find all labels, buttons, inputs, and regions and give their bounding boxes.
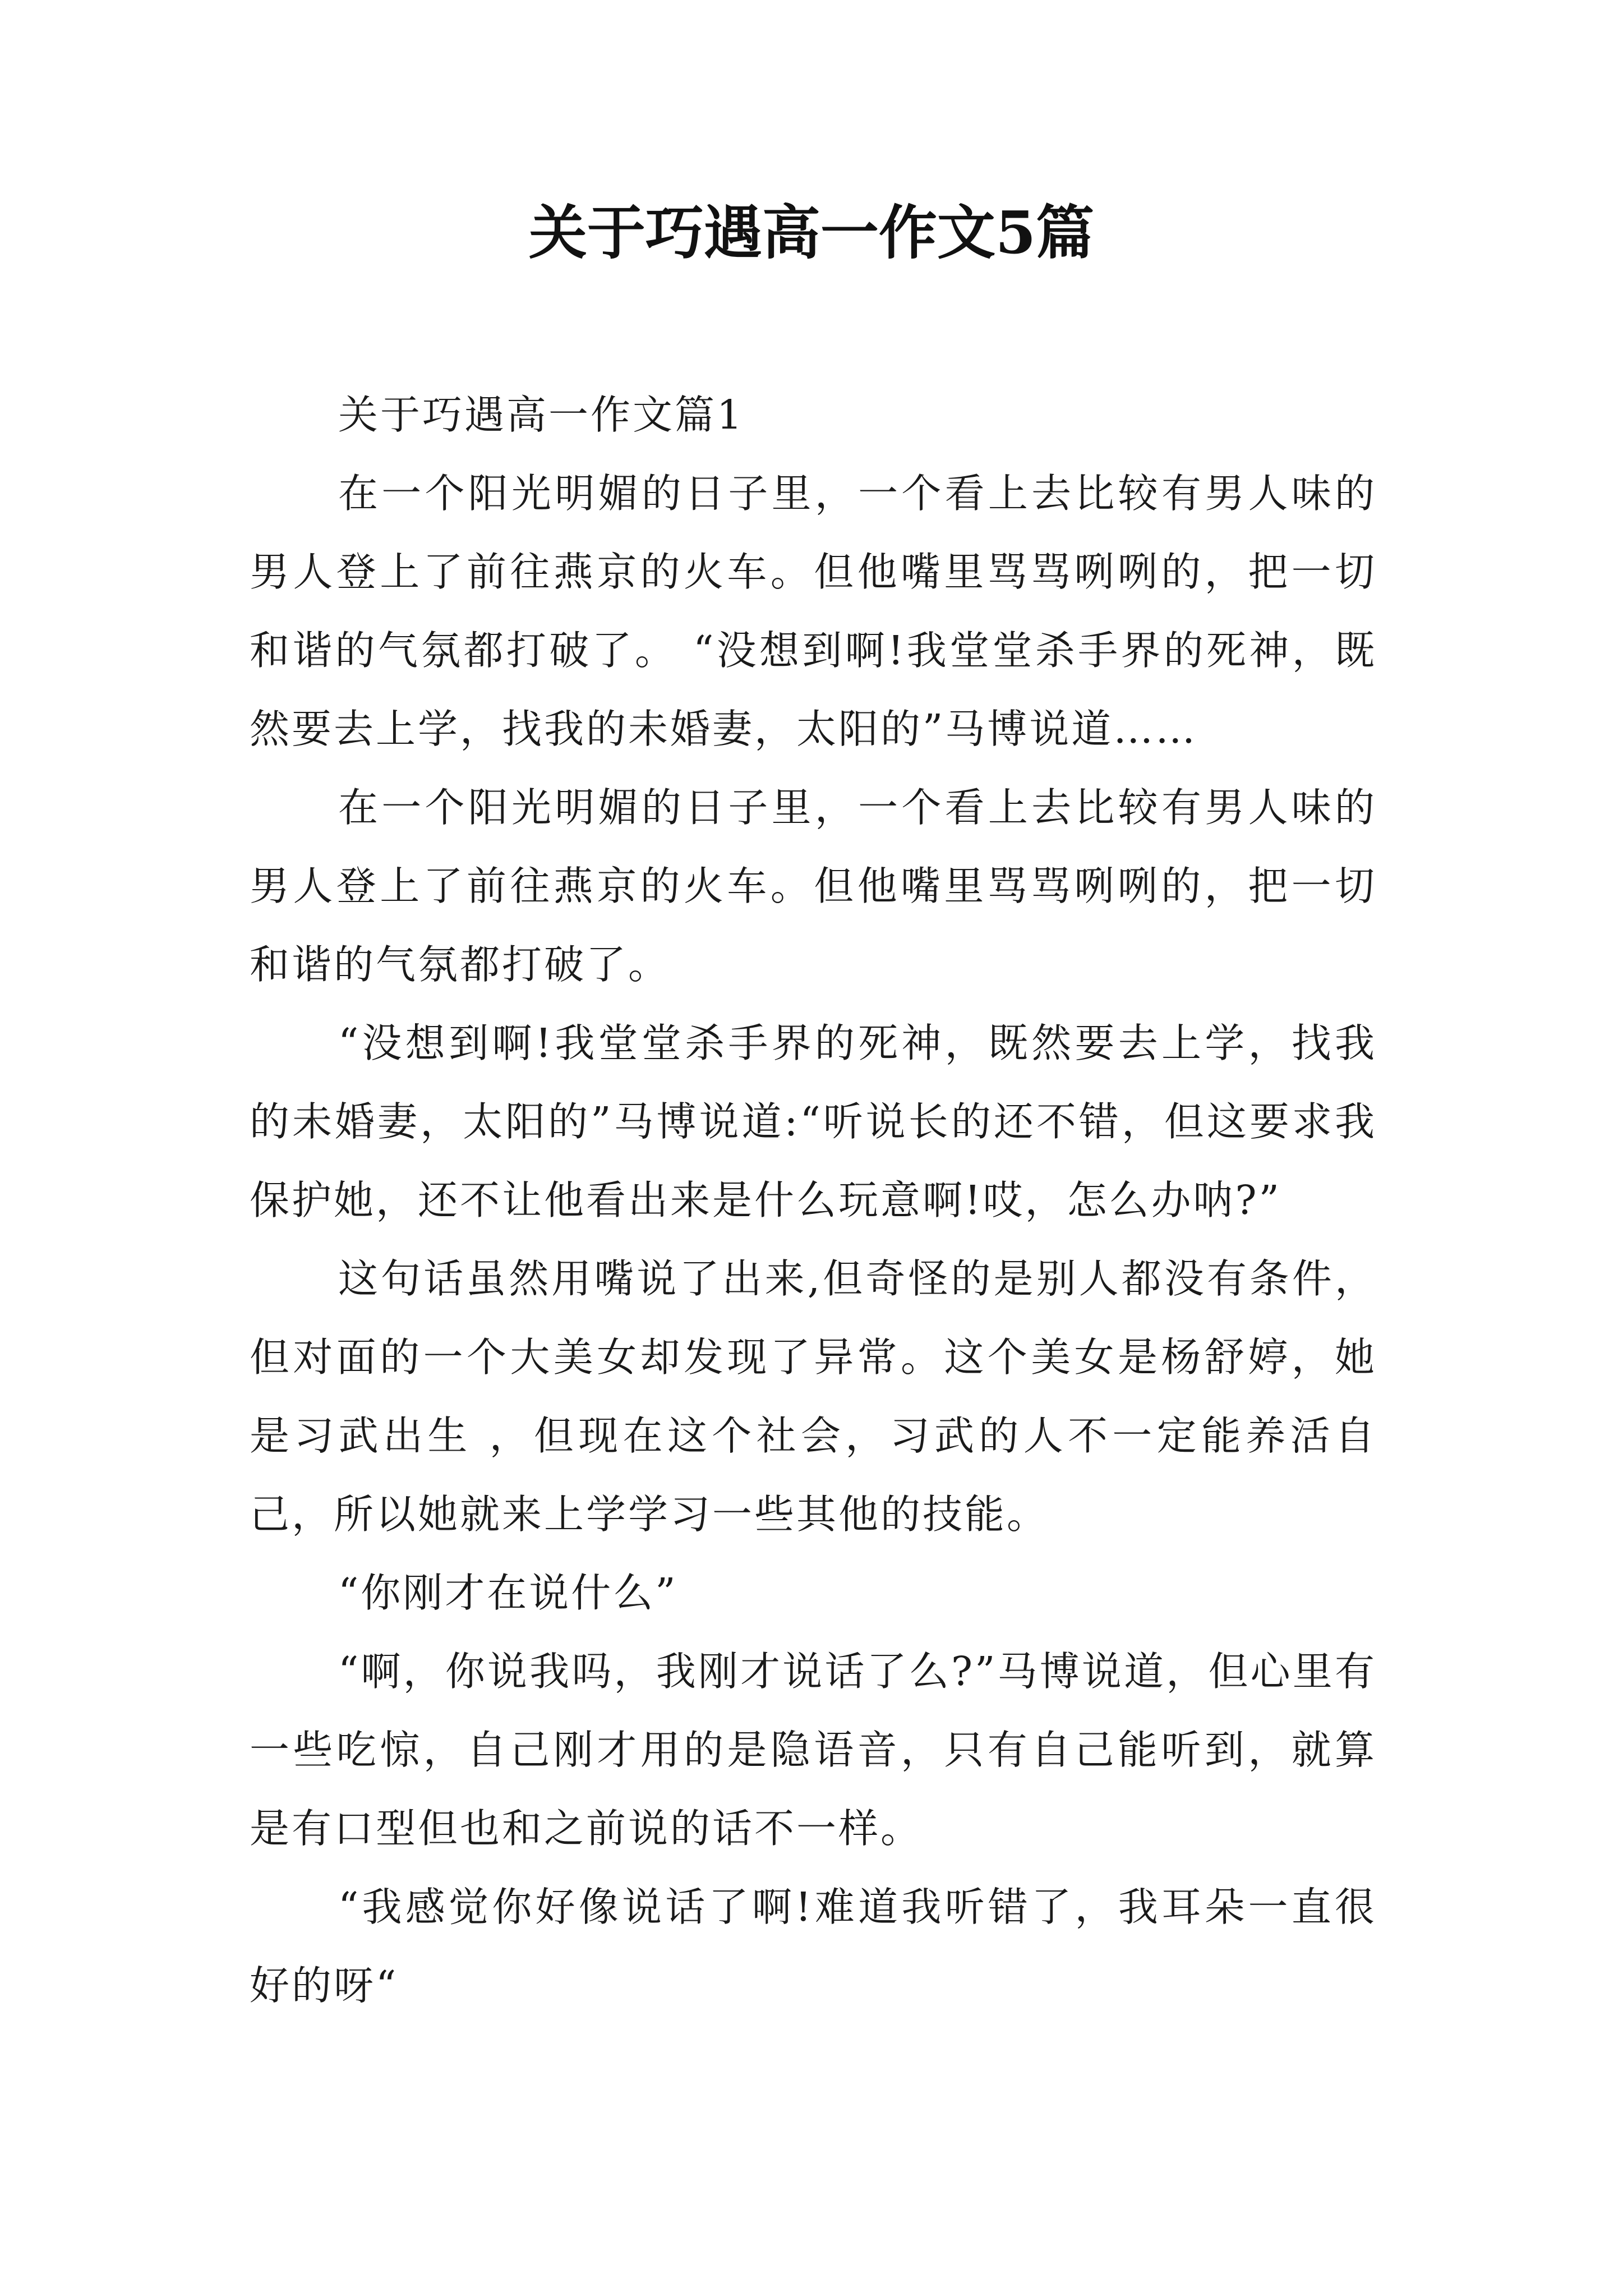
paragraph: “没想到啊!我堂堂杀手界的死神，既然要去上学，找我的未婚妻，太阳的”马博说道:“听说长的还不错，但这要求我保护她，还不让他看出来是什么玩意啊!哎，怎么办呐?” xyxy=(250,1020,1377,1223)
paragraph: 在一个阳光明媚的日子里，一个看上去比较有男人味的男人登上了前往燕京的火车。但他嘴里骂骂咧咧的，把一切和谐的气氛都打破了。 xyxy=(250,784,1377,988)
section-heading: 关于巧遇高一作文篇1 xyxy=(338,392,745,438)
paragraph: “啊，你说我吗，我刚才说话了么?”马博说道，但心里有一些吃惊，自己刚才用的是隐语音，只有自己能听到，就算是有口型但也和之前说的话不一样。 xyxy=(250,1648,1377,1852)
document-body xyxy=(250,376,1377,2025)
paragraph: 在一个阳光明媚的日子里，一个看上去比较有男人味的男人登上了前往燕京的火车。但他嘴里骂骂咧咧的，把一切和谐的气氛都打破了。 “没想到啊!我堂堂杀手界的死神，既然要去上学，找我的未婚妻，太阳的”马博说道…… xyxy=(250,470,1377,752)
paragraph: “我感觉你好像说话了啊!难道我听错了，我耳朵一直很好的呀“ xyxy=(250,1884,1377,2009)
paragraph: “你刚才在说什么” xyxy=(338,1570,678,1616)
document-title: 关于巧遇高一作文5篇 xyxy=(528,198,1095,267)
paragraph: 这句话虽然用嘴说了出来,但奇怪的是别人都没有条件，但对面的一个大美女却发现了异常。这个美女是杨舒婷，她是习武出生 ，但现在这个社会，习武的人不一定能养活自己，所以她就来上学学习一些其他的技能。 xyxy=(250,1255,1377,1538)
